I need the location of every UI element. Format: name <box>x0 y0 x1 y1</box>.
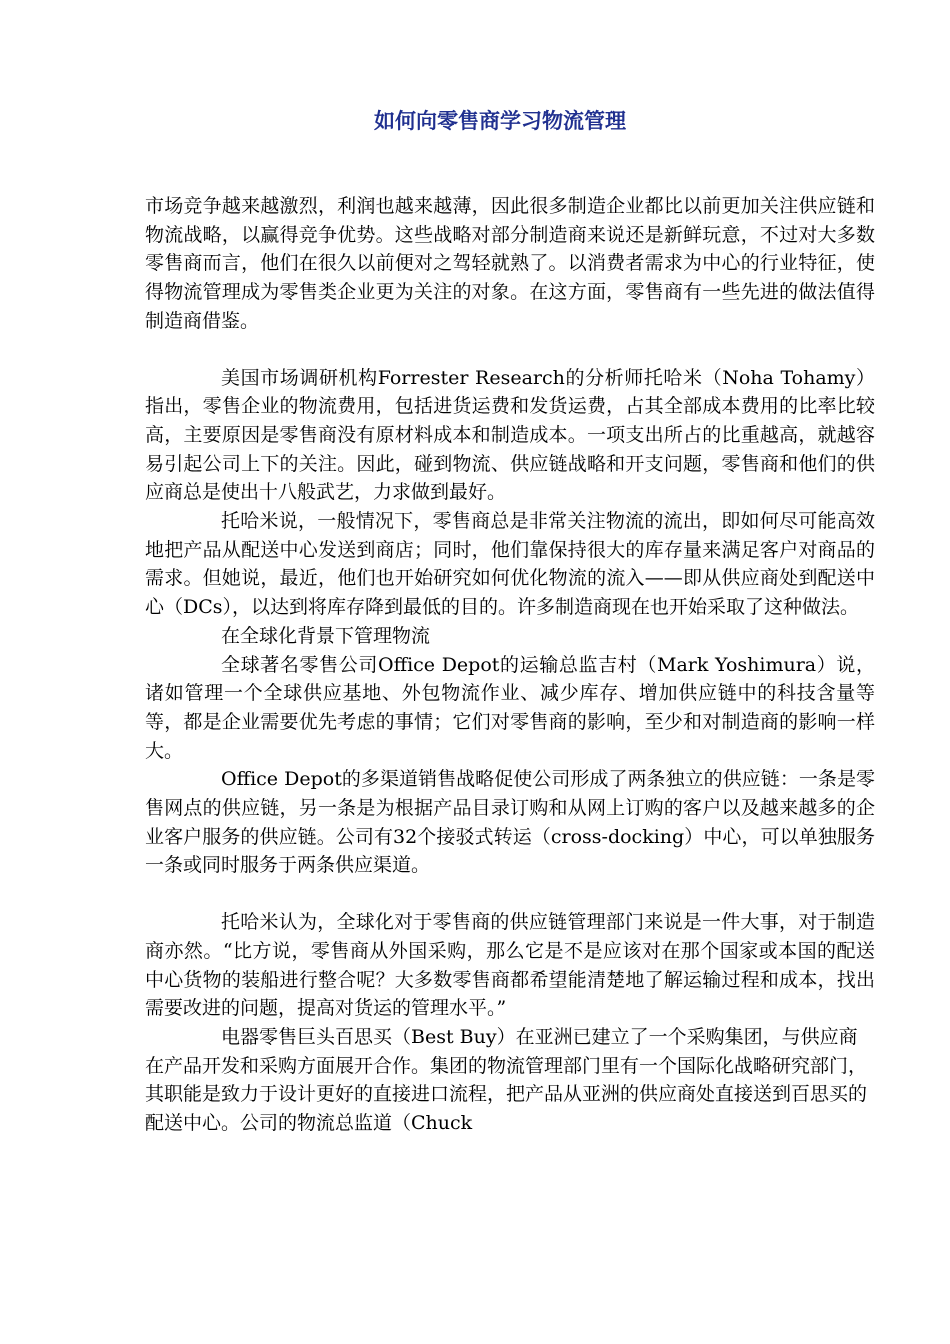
paragraph-outbound-logistics: 托哈米说，一般情况下，零售商总是非常关注物流的流出，即如何尽可能高效地把产品从配送中心发送到商店；同时，他们靠保持很大的库存量来满足客户对商品的需求。但她说，最近，他们也开始研究如何优化物流的流入——即从供应商处到配送中心（DCs），以达到将库存降到最低的目的。许多制造商现在也开始采取了这种做法。 <box>145 510 875 619</box>
document-body <box>145 192 875 1138</box>
section-heading-globalization: 在全球化背景下管理物流 <box>221 624 431 647</box>
paragraph-intro: 市场竞争越来越激烈，利润也越来越薄，因此很多制造企业都比以前更加关注供应链和物流战略，以赢得竞争优势。这些战略对部分制造商来说还是新鲜玩意，不过对大多数零售商而言，他们在很久以前便对之驾轻就熟了。以消费者需求为中心的行业特征，使得物流管理成为零售类企业更为关注的对象。在这方面，零售商有一些先进的做法值得制造商借鉴。 <box>145 195 875 332</box>
paragraph-globalization: 托哈米认为，全球化对于零售商的供应链管理部门来说是一件大事，对于制造商亦然。“比方说，零售商从外国采购，那么它是不是应该对在那个国家或本国的配送中心货物的装船进行整合呢？大多数零售商都希望能清楚地了解运输过程和成本，找出需要改进的问题，提高对货运的管理水平。” <box>145 911 875 1020</box>
paragraph-forrester: 美国市场调研机构Forrester Research的分析师托哈米（Noha Tohamy）指出，零售企业的物流费用，包括进货运费和发货运费，占其全部成本费用的比率比较高，主要原因是零售商没有原材料成本和制造成本。一项支出所占的比重越高，就越容易引起公司上下的关注。因此，碰到物流、供应链战略和开支问题，零售商和他们的供应商总是使出十八般武艺，力求做到最好。 <box>145 366 875 504</box>
document-title: 如何向零售商学习物流管理 <box>374 108 626 133</box>
paragraph-office-depot: 全球著名零售公司Office Depot的运输总监吉村（Mark Yoshimura）说，诸如管理一个全球供应基地、外包物流作业、减少库存、增加供应链中的科技含量等等，都是企业需要优先考虑的事情；它们对零售商的影响，至少和对制造商的影响一样大。 <box>145 653 875 762</box>
paragraph-best-buy: 电器零售巨头百思买（Best Buy）在亚洲已建立了一个采购集团，与供应商在产品开发和采购方面展开合作。集团的物流管理部门里有一个国际化战略研究部门，其职能是致力于设计更好的直接进口流程，把产品从亚洲的供应商处直接送到百思买的配送中心。公司的物流总监道（Chuck <box>145 1025 868 1135</box>
paragraph-multichannel: Office Depot的多渠道销售战略促使公司形成了两条独立的供应链：一条是零售网点的供应链，另一条是为根据产品目录订购和从网上订购的客户以及越来越多的企业客户服务的供应链。公司有32个接驳式转运（cross-docking）中心，可以单独服务一条或同时服务于两条供应渠道。 <box>145 768 875 877</box>
